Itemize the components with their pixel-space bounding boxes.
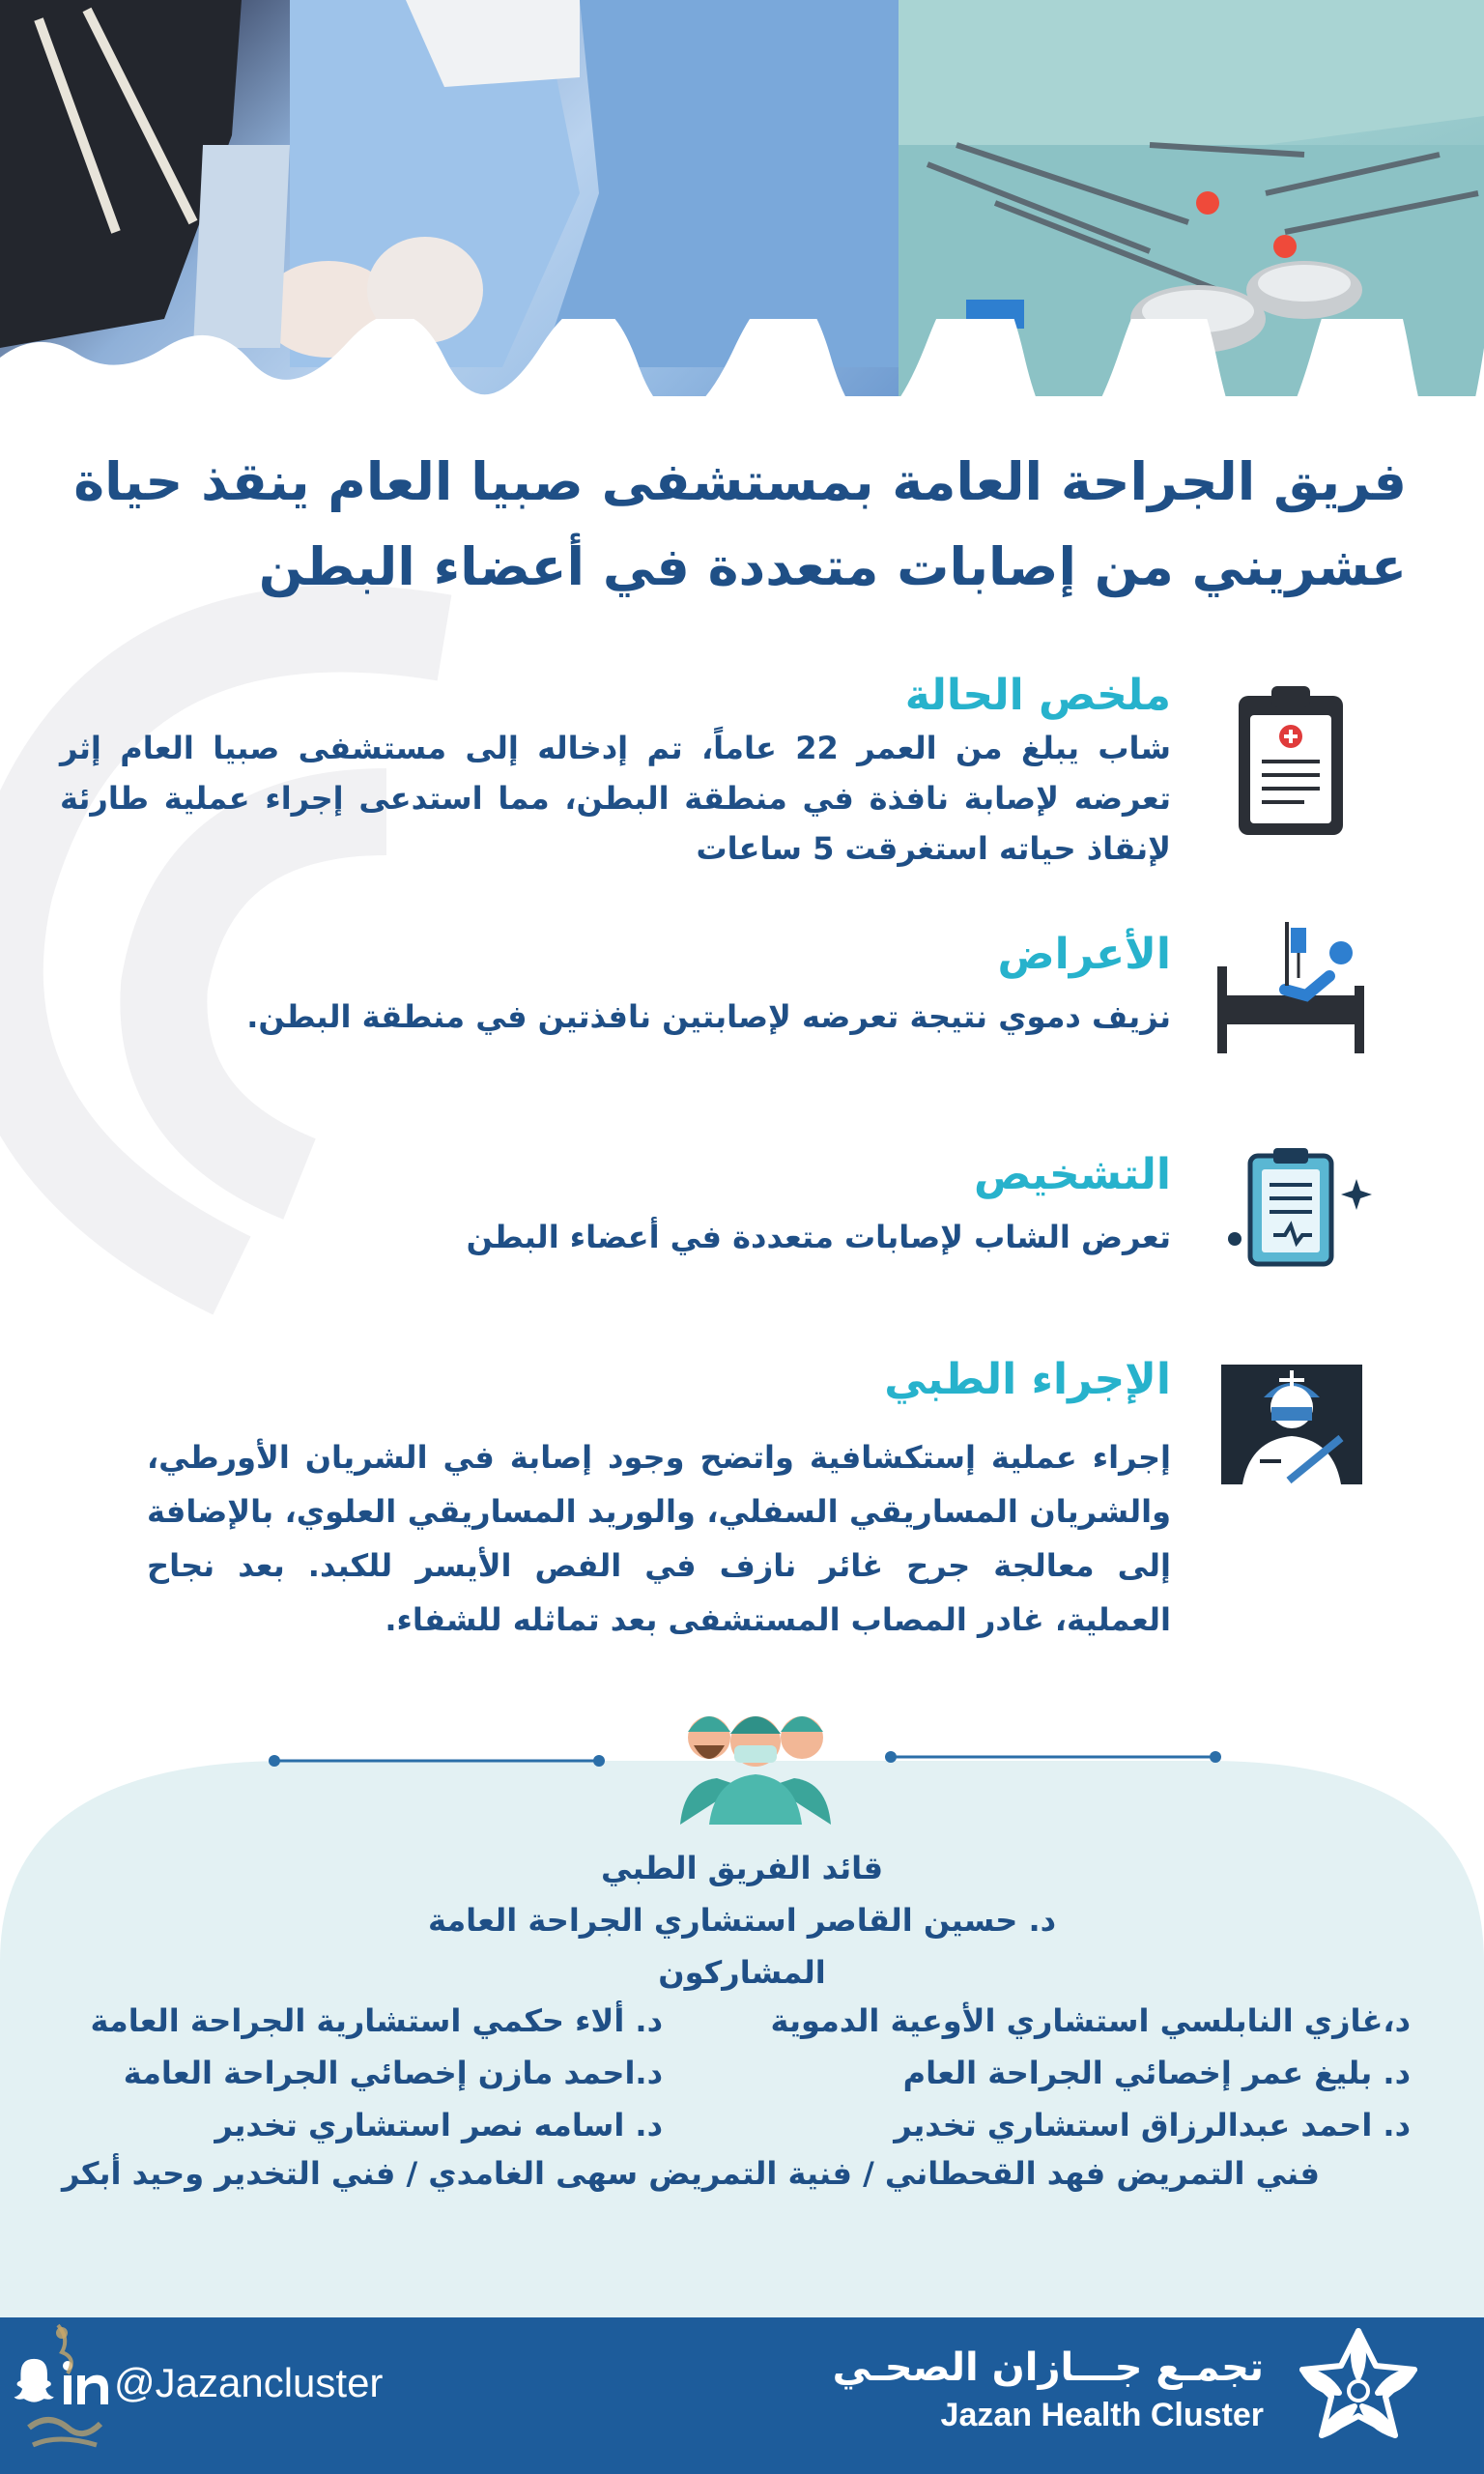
member-right-1: د،غازي النابلسي استشاري الأوعية الدموية bbox=[770, 2002, 1411, 2039]
report-clipboard-icon bbox=[1221, 1146, 1372, 1268]
surgeon-icon bbox=[1221, 1365, 1362, 1484]
member-right-2: د. بليغ عمر إخصائي الجراحة العام bbox=[902, 2055, 1411, 2091]
divider-right bbox=[883, 1747, 1223, 1767]
diagnosis-heading: التشخيص bbox=[973, 1150, 1171, 1199]
medical-team-icon bbox=[671, 1693, 841, 1825]
jazan-health-cluster-logo bbox=[1287, 2323, 1430, 2466]
member-right-3: د. احمد عبدالرزاق استشاري تخدير bbox=[894, 2107, 1411, 2143]
member-left-3: د. اسامه نصر استشاري تخدير bbox=[214, 2107, 663, 2143]
divider-left bbox=[267, 1751, 607, 1770]
summary-body: شاب يبلغ من العمر 22 عاماً، تم إدخاله إلى مستشفى صبيا العام إثر تعرضه لإصابة نافذة في منطقة البطن، مما استدعى إجراء عملية طارئة لإنقاذ حياته استغرقت 5 ساعات bbox=[60, 730, 1172, 867]
newspaper-watermark-logo bbox=[19, 2319, 106, 2455]
member-left-2: د.احمد مازن إخصائي الجراحة العامة bbox=[123, 2055, 663, 2091]
diagnosis-body: تعرض الشاب لإصابات متعددة في أعضاء البطن bbox=[466, 1219, 1171, 1255]
brand-name-arabic: تجمـع جـــازان الصحـي bbox=[832, 2345, 1264, 2390]
technicians-line: فني التمريض فهد القحطاني / فنية التمريض سهى الغامدي / فني التخدير وحيد أبكر bbox=[61, 2155, 1320, 2192]
procedure-body: إجراء عملية إستكشافية واتضح وجود إصابة في الشريان الأورطي، والشريان المساريقي السفلي، والوريد المساريقي العلوي، بالإضافة إلى معالجة جرح غائر نازف في الفص الأيسر للكبد. بعد نجاح العملية، غادر المصاب المستشفى بعد تماثله للشفاء. bbox=[147, 1439, 1171, 1638]
participants-title: المشاركون bbox=[658, 1954, 826, 1991]
clipboard-medical-icon bbox=[1235, 682, 1347, 839]
page-title bbox=[73, 440, 1407, 610]
social-handle[interactable]: @Jazancluster bbox=[114, 2360, 384, 2405]
member-left-1: د. ألاء حكمي استشارية الجراحة العامة bbox=[90, 2002, 663, 2039]
team-leader-title: قائد الفريق الطبي bbox=[600, 1850, 884, 1886]
summary-heading: ملخص الحالة bbox=[904, 671, 1171, 720]
hero-photo bbox=[0, 0, 1484, 396]
team-leader-name: د. حسين القاصر استشاري الجراحة العامة bbox=[427, 1902, 1057, 1939]
symptoms-heading: الأعراض bbox=[997, 930, 1171, 979]
symptoms-body: نزيف دموي نتيجة تعرضه لإصابتين نافذتين في منطقة البطن. bbox=[246, 998, 1171, 1035]
procedure-heading: الإجراء الطبي bbox=[884, 1355, 1171, 1404]
brand-name-english: Jazan Health Cluster bbox=[940, 2397, 1264, 2433]
title-line-1: فريق الجراحة العامة بمستشفى صبيا العام ينقذ حياة bbox=[73, 451, 1407, 512]
title-line-2: عشريني من إصابات متعددة في أعضاء البطن bbox=[258, 536, 1407, 597]
torn-paper-edge bbox=[0, 319, 1484, 396]
hospital-bed-icon bbox=[1213, 918, 1368, 1055]
